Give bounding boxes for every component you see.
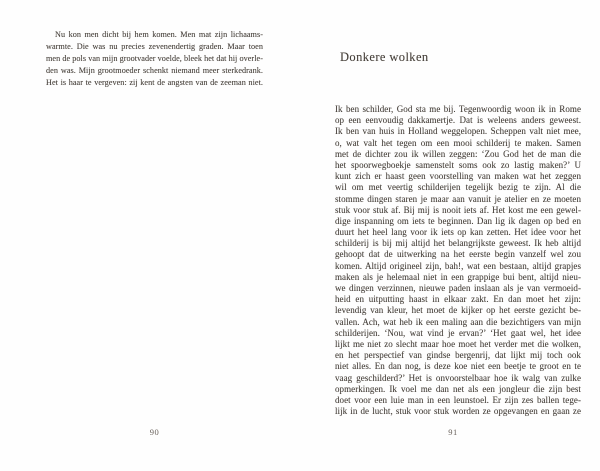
text-line: gehoopt dat de uitwerking na het eerste begin vanzelf wel zou (335, 249, 581, 260)
text-line: en het perspectief van gindse bergenrij, dat lijkt mij toch ook (335, 350, 581, 361)
text-line: kunt zich er haast geen voorstelling van maken wat het zeggen (335, 171, 581, 182)
text-line: stomme dingen staren je maar aan vanuit je atelier en ze moeten (335, 193, 581, 204)
text-line: men de pols van mijn grootvader voelde, bleek het dat hij overle- (46, 54, 263, 63)
chapter-title: Donkere wolken (340, 50, 429, 64)
right-page-paragraph (335, 104, 581, 417)
text-line: Het is haar te vergeven: zij kent de angsten van de zeeman niet. (46, 78, 263, 87)
text-line: Nu kon men dicht bij hem komen. Men mat zijn lichaams- (55, 30, 263, 39)
right-page (300, 0, 600, 471)
text-line: vallen. Ach, wat heb ik een maling aan die bezichtigers van mijn (335, 316, 581, 327)
text-line: o, wat valt het tegen om een mooi schilderij te maken. Samen (335, 137, 581, 148)
left-page-paragraph (46, 29, 263, 89)
text-line: warmte. Die was nu precies zevenendertig graden. Maar toen (46, 42, 263, 51)
text-line: wil om met veertig schilderijen tegelijk bezig te zijn. Al die (335, 182, 581, 193)
left-page-number: 90 (149, 427, 160, 437)
text-line: komen. Altijd origineel zijn, bah!, wat een bestaan, altijd grapjes (335, 260, 581, 271)
text-line: schilderij is bij mij altijd het belangrijkste geweest. Ik heb altijd (335, 238, 581, 249)
text-line: Ik ben van huis in Holland weggelopen. Scheppen valt niet mee, (335, 126, 581, 137)
text-line: met de dichter zou ik willen zeggen: ‘Zou God het de man die (335, 148, 581, 159)
text-line: Ik ben schilder, God sta me bij. Tegenwoordig woon ik in Rome (335, 104, 581, 114)
text-line: vaag geschilderd?’ Het is onvoorstelbaar hoe ik walg van zulke (335, 372, 581, 383)
text-line: lijkt me niet zo slecht maar hoe moet het verder met die wolken, (335, 338, 581, 349)
text-line: op een eenvoudig dakkamertje. Dat is weleens anders geweest. (335, 115, 581, 126)
right-page-number: 91 (448, 427, 458, 437)
text-line: niet alles. En dan nog, is deze koe niet een beetje te groot en te (335, 361, 581, 372)
text-line: opmerkingen. Ik voel me dan net als een jongleur die zijn best (335, 383, 581, 394)
text-line: duurt het heel lang voor ik iets op kan zetten. Het idee voor het (335, 227, 581, 238)
text-line: schilderijen. ‘Nou, wat vind je ervan?’ ‘Het gaat wel, het idee (335, 327, 581, 338)
text-line: lijk in de lucht, stuk voor stuk worden ze opgevangen en gaan ze (335, 406, 581, 417)
text-line: levendig van kleur, het moet de kijker op het eerste gezicht be- (335, 305, 581, 316)
text-line: het spoorwegboekje samenstelt soms ook zo lastig maken?’ U (335, 159, 581, 170)
text-line: den was. Mijn grootmoeder schenkt niemand meer sterkedrank. (46, 66, 263, 75)
text-line: maken als je helemaal niet in een grappige bui bent, altijd nieu- (335, 271, 581, 282)
text-line: we dingen verzinnen, nieuwe paden inslaan als je van vermoeid- (335, 283, 581, 293)
text-line: dige inspanning om iets te beginnen. Dan lig ik dagen op bed en (335, 215, 581, 226)
text-line: stuk voor stuk af. Bij mij is nooit iets af. Het kost me een gewel- (335, 204, 581, 215)
text-line: heid en uitputting haast in elkaar zakt. En dan moet het zijn: (335, 294, 581, 305)
text-line: doet voor een luie man in een leunstoel. Er zijn zes ballen tege- (335, 394, 581, 405)
